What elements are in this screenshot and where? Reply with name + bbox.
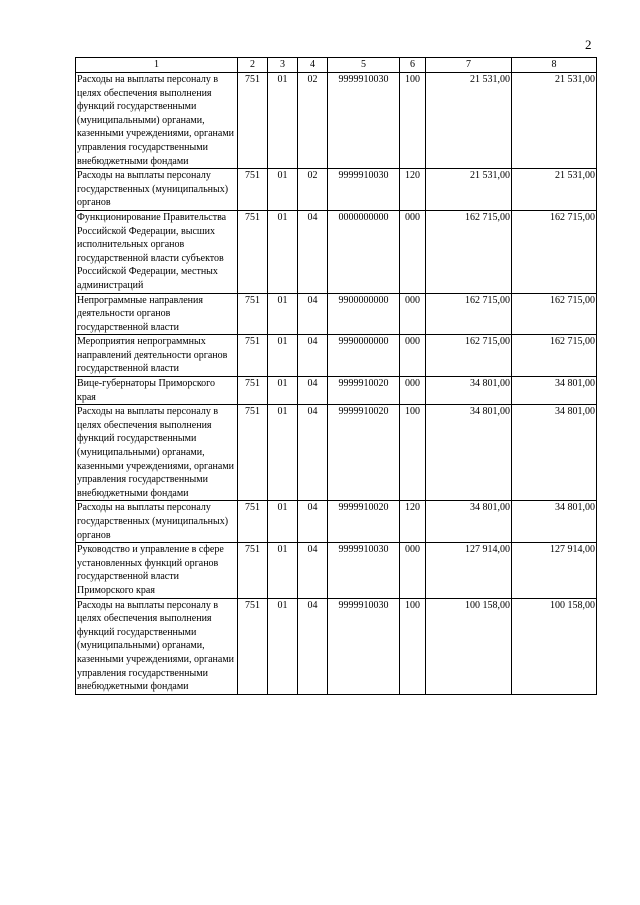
row-name: Расходы на выплаты персоналу государственных (муниципальных) органов (76, 501, 238, 543)
row-section: 01 (268, 335, 298, 377)
row-admin-code: 751 (238, 335, 268, 377)
table-row (76, 169, 597, 211)
row-expense-type: 100 (400, 73, 426, 169)
row-subsection: 02 (298, 169, 328, 211)
row-section: 01 (268, 73, 298, 169)
row-admin-code: 751 (238, 169, 268, 211)
column-header-8: 8 (512, 58, 597, 73)
row-expense-type: 120 (400, 169, 426, 211)
row-amount-8: 162 715,00 (512, 293, 597, 335)
row-amount-7: 100 158,00 (426, 598, 512, 694)
row-subsection: 04 (298, 598, 328, 694)
column-header-2: 2 (238, 58, 268, 73)
row-subsection: 02 (298, 73, 328, 169)
row-section: 01 (268, 543, 298, 598)
row-amount-7: 21 531,00 (426, 73, 512, 169)
row-amount-7: 34 801,00 (426, 501, 512, 543)
row-amount-8: 162 715,00 (512, 335, 597, 377)
row-amount-7: 34 801,00 (426, 377, 512, 405)
row-expense-type: 000 (400, 210, 426, 293)
row-section: 01 (268, 293, 298, 335)
row-admin-code: 751 (238, 501, 268, 543)
row-name: Расходы на выплаты персоналу государственных (муниципальных) органов (76, 169, 238, 211)
column-header-1: 1 (76, 58, 238, 73)
row-subsection: 04 (298, 543, 328, 598)
row-subsection: 04 (298, 405, 328, 501)
column-header-4: 4 (298, 58, 328, 73)
table-row (76, 210, 597, 293)
row-name: Расходы на выплаты персоналу в целях обеспечения выполнения функций государственными (муниципальными) органами, казенными учреждениями, органами управления государственными внебюджетными фондами (76, 598, 238, 694)
row-amount-8: 100 158,00 (512, 598, 597, 694)
row-section: 01 (268, 501, 298, 543)
row-name: Функционирование Правительства Российской Федерации, высших исполнительных органов государственной власти субъектов Российской Федерации, местных администраций (76, 210, 238, 293)
row-admin-code: 751 (238, 293, 268, 335)
column-header-5: 5 (328, 58, 400, 73)
table-row (76, 501, 597, 543)
row-target-article: 9900000000 (328, 293, 400, 335)
row-name: Расходы на выплаты персоналу в целях обеспечения выполнения функций государственными (муниципальными) органами, казенными учреждениями, органами управления государственными внебюджетными фондами (76, 405, 238, 501)
row-expense-type: 100 (400, 598, 426, 694)
row-section: 01 (268, 169, 298, 211)
row-name: Непрограммные направления деятельности органов государственной власти (76, 293, 238, 335)
row-target-article: 9999910030 (328, 598, 400, 694)
row-amount-7: 162 715,00 (426, 335, 512, 377)
row-target-article: 9990000000 (328, 335, 400, 377)
row-target-article: 0000000000 (328, 210, 400, 293)
row-amount-7: 21 531,00 (426, 169, 512, 211)
row-admin-code: 751 (238, 405, 268, 501)
row-target-article: 9999910020 (328, 377, 400, 405)
row-expense-type: 000 (400, 543, 426, 598)
row-target-article: 9999910020 (328, 405, 400, 501)
row-amount-8: 34 801,00 (512, 377, 597, 405)
row-amount-7: 162 715,00 (426, 210, 512, 293)
row-admin-code: 751 (238, 598, 268, 694)
row-admin-code: 751 (238, 73, 268, 169)
row-subsection: 04 (298, 293, 328, 335)
budget-table (75, 57, 597, 695)
table-row (76, 377, 597, 405)
header-row (76, 58, 597, 73)
row-name: Руководство и управление в сфере установленных функций органов государственной власти Приморского края (76, 543, 238, 598)
row-amount-8: 34 801,00 (512, 405, 597, 501)
row-subsection: 04 (298, 335, 328, 377)
table-row (76, 405, 597, 501)
row-section: 01 (268, 405, 298, 501)
row-name: Расходы на выплаты персоналу в целях обеспечения выполнения функций государственными (муниципальными) органами, казенными учреждениями, органами управления государственными внебюджетными фондами (76, 73, 238, 169)
row-expense-type: 000 (400, 293, 426, 335)
row-amount-8: 21 531,00 (512, 73, 597, 169)
row-name: Вице-губернаторы Приморского края (76, 377, 238, 405)
column-header-7: 7 (426, 58, 512, 73)
table-row (76, 335, 597, 377)
page-number: 2 (585, 37, 592, 52)
column-header-3: 3 (268, 58, 298, 73)
row-amount-7: 127 914,00 (426, 543, 512, 598)
row-expense-type: 100 (400, 405, 426, 501)
row-target-article: 9999910020 (328, 501, 400, 543)
row-admin-code: 751 (238, 210, 268, 293)
row-target-article: 9999910030 (328, 543, 400, 598)
table-row (76, 543, 597, 598)
row-expense-type: 120 (400, 501, 426, 543)
row-section: 01 (268, 377, 298, 405)
row-target-article: 9999910030 (328, 169, 400, 211)
row-subsection: 04 (298, 210, 328, 293)
row-amount-7: 162 715,00 (426, 293, 512, 335)
row-subsection: 04 (298, 377, 328, 405)
row-section: 01 (268, 210, 298, 293)
table-row (76, 73, 597, 169)
row-amount-8: 21 531,00 (512, 169, 597, 211)
row-admin-code: 751 (238, 543, 268, 598)
row-target-article: 9999910030 (328, 73, 400, 169)
row-expense-type: 000 (400, 335, 426, 377)
row-section: 01 (268, 598, 298, 694)
row-amount-8: 34 801,00 (512, 501, 597, 543)
table-row (76, 293, 597, 335)
row-expense-type: 000 (400, 377, 426, 405)
table-row (76, 598, 597, 694)
row-amount-7: 34 801,00 (426, 405, 512, 501)
row-amount-8: 162 715,00 (512, 210, 597, 293)
row-admin-code: 751 (238, 377, 268, 405)
column-header-6: 6 (400, 58, 426, 73)
row-name: Мероприятия непрограммных направлений деятельности органов государственной власти (76, 335, 238, 377)
row-subsection: 04 (298, 501, 328, 543)
row-amount-8: 127 914,00 (512, 543, 597, 598)
